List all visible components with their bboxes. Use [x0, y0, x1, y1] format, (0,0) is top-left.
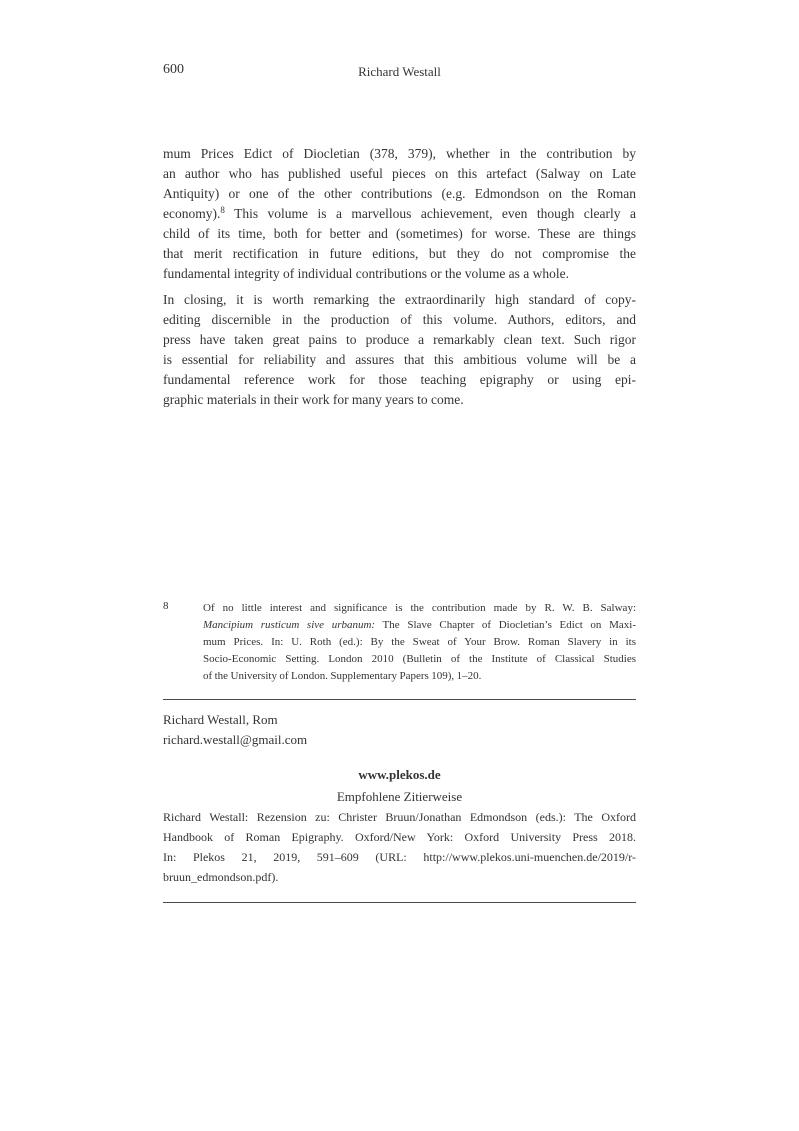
text-block [163, 0, 636, 903]
text-line: graphic materials in their work for many years to come. [163, 392, 464, 407]
citation-block [163, 807, 636, 887]
journal-site: www.plekos.de [358, 767, 441, 782]
text-line: an author who has published useful pieces on this artefact (Salway on Late [163, 166, 636, 181]
text-line: that merit rectification in future editions, but they do not compromise the [163, 246, 636, 261]
footnote-number: 8 [163, 600, 169, 612]
citation-heading: Empfohlene Zitierweise [336, 789, 463, 804]
text-line: Handbook of Roman Epigraphy. Oxford/New York: Oxford University Press 2018. [163, 830, 636, 844]
text-line: fundamental reference work for those teaching epigraphy or using epi- [163, 372, 636, 387]
text-line [203, 617, 636, 634]
author-name: Richard Westall, Rom [163, 712, 278, 727]
separator-rule-top [163, 699, 636, 700]
footnote-text [203, 600, 636, 685]
text-line: In: Plekos 21, 2019, 591–609 (URL: http://www.plekos.uni-muenchen.de/2019/r- [163, 850, 636, 864]
text-segment: economy). [163, 206, 221, 221]
footnote-italic-title: Mancipium rusticum sive urbanum: [203, 619, 376, 631]
text-line: mum Prices. In: U. Roth (ed.): By the Sweat of Your Brow. Roman Slavery in its [203, 636, 636, 648]
body-paragraph [163, 144, 636, 284]
text-line: Richard Westall: Rezension zu: Christer Bruun/Jonathan Edmondson (eds.): The Oxford [163, 810, 636, 824]
text-segment: This volume is a marvellous achievement, even though clearly a [224, 206, 636, 221]
running-head: Richard Westall [358, 64, 441, 79]
text-line [163, 204, 636, 224]
text-segment: The Slave Chapter of Diocletian’s Edict on Maxi- [375, 619, 636, 631]
text-line: is essential for reliability and assures that this ambitious volume will be a [163, 352, 636, 367]
page-number: 600 [163, 62, 184, 77]
text-line: fundamental integrity of individual contributions or the volume as a whole. [163, 266, 570, 281]
text-line: Of no little interest and significance is the contribution made by R. W. B. Salway: [203, 602, 636, 614]
text-line: press have taken great pains to produce a remarkably clean text. Such rigor [163, 332, 636, 347]
text-line: child of its time, both for better and (sometimes) for worse. These are things [163, 226, 636, 241]
text-line: of the University of London. Supplementary Papers 109), 1–20. [203, 670, 482, 682]
separator-rule-bottom [163, 902, 636, 903]
footnote [163, 600, 636, 685]
text-line: bruun_edmondson.pdf). [163, 870, 279, 884]
footnote-reference: 8 [220, 205, 225, 215]
page-header [163, 0, 636, 84]
text-line: editing discernible in the production of this volume. Authors, editors, and [163, 312, 636, 327]
text-line: mum Prices Edict of Diocletian (378, 379), whether in the contribution by [163, 146, 636, 161]
body-paragraph [163, 290, 636, 410]
text-line: In closing, it is worth remarking the extraordinarily high standard of copy- [163, 292, 636, 307]
contact-block [163, 710, 636, 750]
text-line: Socio-Economic Setting. London 2010 (Bulletin of the Institute of Classical Studies [203, 653, 636, 665]
text-line: Antiquity) or one of the other contributions (e.g. Edmondson on the Roman [163, 186, 636, 201]
author-email: richard.westall@gmail.com [163, 732, 308, 747]
